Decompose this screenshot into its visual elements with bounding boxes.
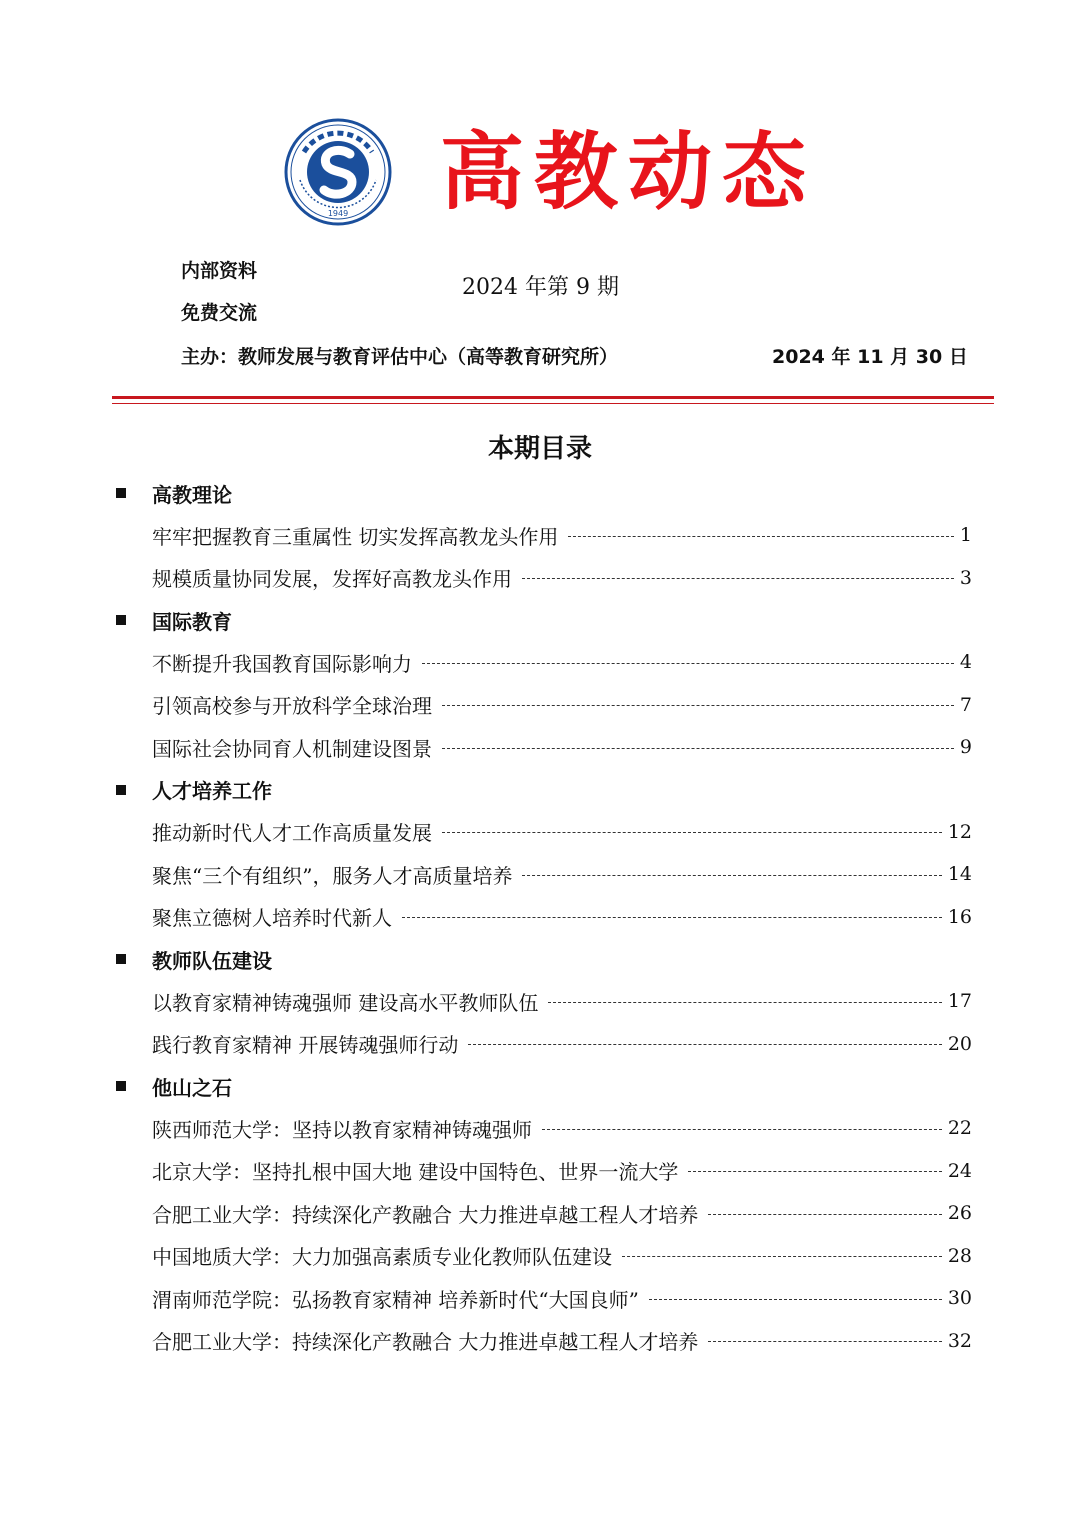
dotted-leader bbox=[708, 1214, 941, 1215]
toc-entry-page: 1 bbox=[959, 524, 972, 547]
square-bullet-icon bbox=[116, 488, 126, 498]
toc-entry-page: 17 bbox=[947, 990, 972, 1013]
toc-entry-page: 7 bbox=[959, 693, 972, 716]
masthead-title: 高教动态 bbox=[440, 123, 817, 221]
toc-entry-title: 引领高校参与开放科学全球治理 bbox=[152, 694, 432, 719]
toc-section-heading bbox=[112, 599, 972, 641]
toc-entry-title: 以教育家精神铸魂强师 建设高水平教师队伍 bbox=[152, 990, 539, 1015]
dotted-leader bbox=[442, 832, 942, 833]
section-heading-text: 人才培养工作 bbox=[152, 779, 272, 803]
toc-entry-page: 24 bbox=[947, 1159, 972, 1182]
sponsor-line: 主办：教师发展与教育评估中心（高等教育研究所） bbox=[181, 346, 619, 368]
dotted-leader bbox=[442, 705, 954, 706]
toc-entry-page: 28 bbox=[947, 1244, 972, 1267]
toc-entry-page: 12 bbox=[947, 820, 972, 843]
toc-entry-page: 20 bbox=[947, 1032, 972, 1055]
dotted-leader bbox=[468, 1044, 941, 1045]
internal-label: 内部资料 bbox=[181, 260, 258, 282]
toc-entry-page: 3 bbox=[959, 566, 972, 589]
dotted-leader bbox=[522, 578, 954, 579]
dotted-leader bbox=[548, 1002, 941, 1003]
toc-section-heading bbox=[112, 472, 972, 514]
table-of-contents bbox=[112, 472, 972, 1362]
toc-entry-title: 不断提升我国教育国际影响力 bbox=[152, 651, 412, 676]
toc-entry[interactable] bbox=[112, 896, 972, 939]
toc-entry-page: 16 bbox=[947, 905, 972, 928]
toc-entry-title: 陕西师范大学：坚持以教育家精神铸魂强师 bbox=[152, 1117, 532, 1142]
square-bullet-icon bbox=[116, 785, 126, 795]
toc-entry[interactable] bbox=[112, 980, 972, 1023]
toc-entry[interactable] bbox=[112, 1235, 972, 1278]
toc-entry[interactable] bbox=[112, 1150, 972, 1193]
toc-entry-page: 30 bbox=[947, 1287, 972, 1310]
toc-section-heading bbox=[112, 938, 972, 980]
toc-entry-page: 14 bbox=[947, 863, 972, 886]
toc-entry-title: 推动新时代人才工作高质量发展 bbox=[152, 821, 432, 846]
header-divider-thin bbox=[112, 403, 994, 404]
dotted-leader bbox=[688, 1171, 941, 1172]
toc-entry-title: 国际社会协同育人机制建设图景 bbox=[152, 736, 432, 761]
university-seal-logo bbox=[284, 118, 392, 226]
toc-section-heading bbox=[112, 769, 972, 811]
toc-entry[interactable] bbox=[112, 641, 972, 684]
square-bullet-icon bbox=[116, 1081, 126, 1091]
section-heading-text: 高教理论 bbox=[152, 482, 232, 507]
dotted-leader bbox=[422, 663, 954, 664]
toc-section-heading bbox=[112, 1065, 972, 1107]
toc-entry[interactable] bbox=[112, 1192, 972, 1235]
section-heading-text: 国际教育 bbox=[152, 609, 232, 634]
toc-entry-page: 9 bbox=[959, 736, 972, 759]
toc-entry-title: 规模质量协同发展，发挥好高教龙头作用 bbox=[152, 567, 512, 592]
dotted-leader bbox=[568, 536, 954, 537]
toc-entry-page: 22 bbox=[947, 1117, 972, 1140]
toc-entry-title: 合肥工业大学：持续深化产教融合 大力推进卓越工程人才培养 bbox=[152, 1202, 699, 1227]
square-bullet-icon bbox=[116, 615, 126, 625]
header-divider bbox=[112, 396, 994, 399]
toc-entry[interactable] bbox=[112, 726, 972, 769]
svg-text:1949: 1949 bbox=[327, 209, 349, 218]
toc-entry-title: 渭南师范学院：弘扬教育家精神 培养新时代“大国良师” bbox=[152, 1287, 639, 1312]
publish-date: 2024 年 11 月 30 日 bbox=[772, 346, 968, 368]
toc-entry[interactable] bbox=[112, 1277, 972, 1320]
issue-number: 2024 年第 9 期 bbox=[462, 275, 619, 300]
toc-entry[interactable] bbox=[112, 811, 972, 854]
section-heading-text: 他山之石 bbox=[152, 1075, 232, 1100]
toc-entry[interactable] bbox=[112, 853, 972, 896]
toc-entry[interactable] bbox=[112, 514, 972, 557]
toc-entry-page: 32 bbox=[947, 1329, 972, 1352]
section-heading-text: 教师队伍建设 bbox=[152, 948, 272, 973]
dotted-leader bbox=[402, 917, 942, 918]
toc-entry-title: 中国地质大学：大力加强高素质专业化教师队伍建设 bbox=[152, 1245, 612, 1270]
toc-entry-page: 26 bbox=[947, 1202, 972, 1225]
toc-entry-page: 4 bbox=[959, 651, 972, 674]
toc-entry-title: 践行教育家精神 开展铸魂强师行动 bbox=[152, 1033, 459, 1058]
toc-entry-title: 合肥工业大学：持续深化产教融合 大力推进卓越工程人才培养 bbox=[152, 1330, 699, 1355]
toc-entry[interactable] bbox=[112, 684, 972, 727]
toc-entry-title: 聚焦“三个有组织”，服务人才高质量培养 bbox=[152, 863, 513, 888]
toc-entry[interactable] bbox=[112, 557, 972, 600]
toc-entry-title: 北京大学：坚持扎根中国大地 建设中国特色、世界一流大学 bbox=[152, 1160, 679, 1185]
toc-entry[interactable] bbox=[112, 1107, 972, 1150]
free-exchange-label: 免费交流 bbox=[181, 302, 258, 324]
square-bullet-icon bbox=[116, 954, 126, 964]
dotted-leader bbox=[522, 875, 941, 876]
dotted-leader bbox=[622, 1256, 942, 1257]
dotted-leader bbox=[442, 748, 954, 749]
dotted-leader bbox=[649, 1299, 942, 1300]
toc-entry-title: 牢牢把握教育三重属性 切实发挥高教龙头作用 bbox=[152, 524, 559, 549]
toc-title: 本期目录 bbox=[487, 434, 592, 464]
toc-entry-title: 聚焦立德树人培养时代新人 bbox=[152, 906, 392, 931]
toc-entry[interactable] bbox=[112, 1023, 972, 1066]
dotted-leader bbox=[708, 1341, 941, 1342]
toc-entry[interactable] bbox=[112, 1320, 972, 1363]
dotted-leader bbox=[542, 1129, 942, 1130]
